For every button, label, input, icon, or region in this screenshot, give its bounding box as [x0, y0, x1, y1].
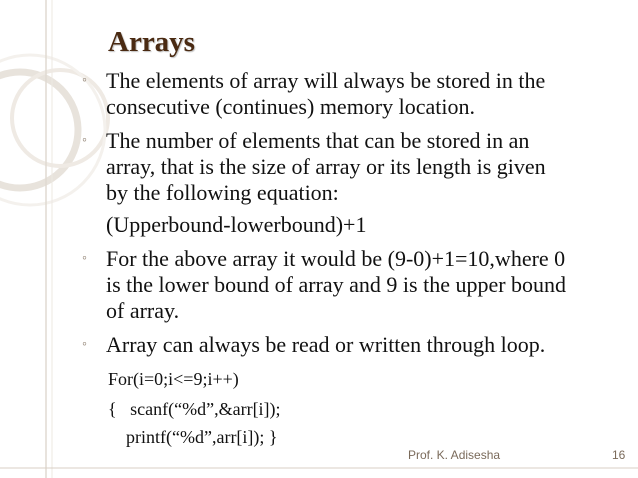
bullet-text: Array can always be read or written through loop. — [106, 332, 546, 357]
bullet-3-line-2: is the lower bound of array and 9 is the upper bound — [106, 272, 567, 297]
code-line-2: { scanf(“%d”,&arr[i]); — [108, 399, 281, 419]
bullet-marker: ◦ — [82, 133, 87, 148]
footer-page-number: 16 — [612, 448, 626, 462]
slide-title: Arrays — [108, 26, 195, 58]
bullet-2-line-2: array, that is the size of array or its length is given — [106, 154, 546, 179]
bullet-text: The number of elements that can be stored in an — [106, 128, 530, 153]
bullet-3-line-3: of array. — [106, 298, 180, 323]
bullet-2-line-1 — [82, 128, 530, 154]
equation: (Upperbound-lowerbound)+1 — [106, 212, 367, 237]
bullet-text: For the above array it would be (9-0)+1=10,where 0 — [106, 246, 566, 271]
footer-author: Prof. K. Adisesha — [408, 448, 501, 462]
code-line-1: For(i=0;i<=9;i++) — [108, 369, 239, 389]
bullet-text: The elements of array will always be stored in the — [106, 68, 546, 93]
bullet-1-line-1 — [82, 68, 546, 94]
code-line-3: printf(“%d”,arr[i]); } — [126, 427, 278, 447]
bullet-marker: ◦ — [82, 73, 87, 88]
bullet-marker: ◦ — [82, 251, 87, 266]
bullet-3-line-1 — [82, 246, 566, 272]
bullet-1-line-2: consecutive (continues) memory location. — [106, 94, 475, 119]
bullet-4-line-1 — [82, 332, 546, 358]
bullet-2-line-3: by the following equation: — [106, 180, 339, 205]
bullet-marker: ◦ — [82, 337, 87, 352]
